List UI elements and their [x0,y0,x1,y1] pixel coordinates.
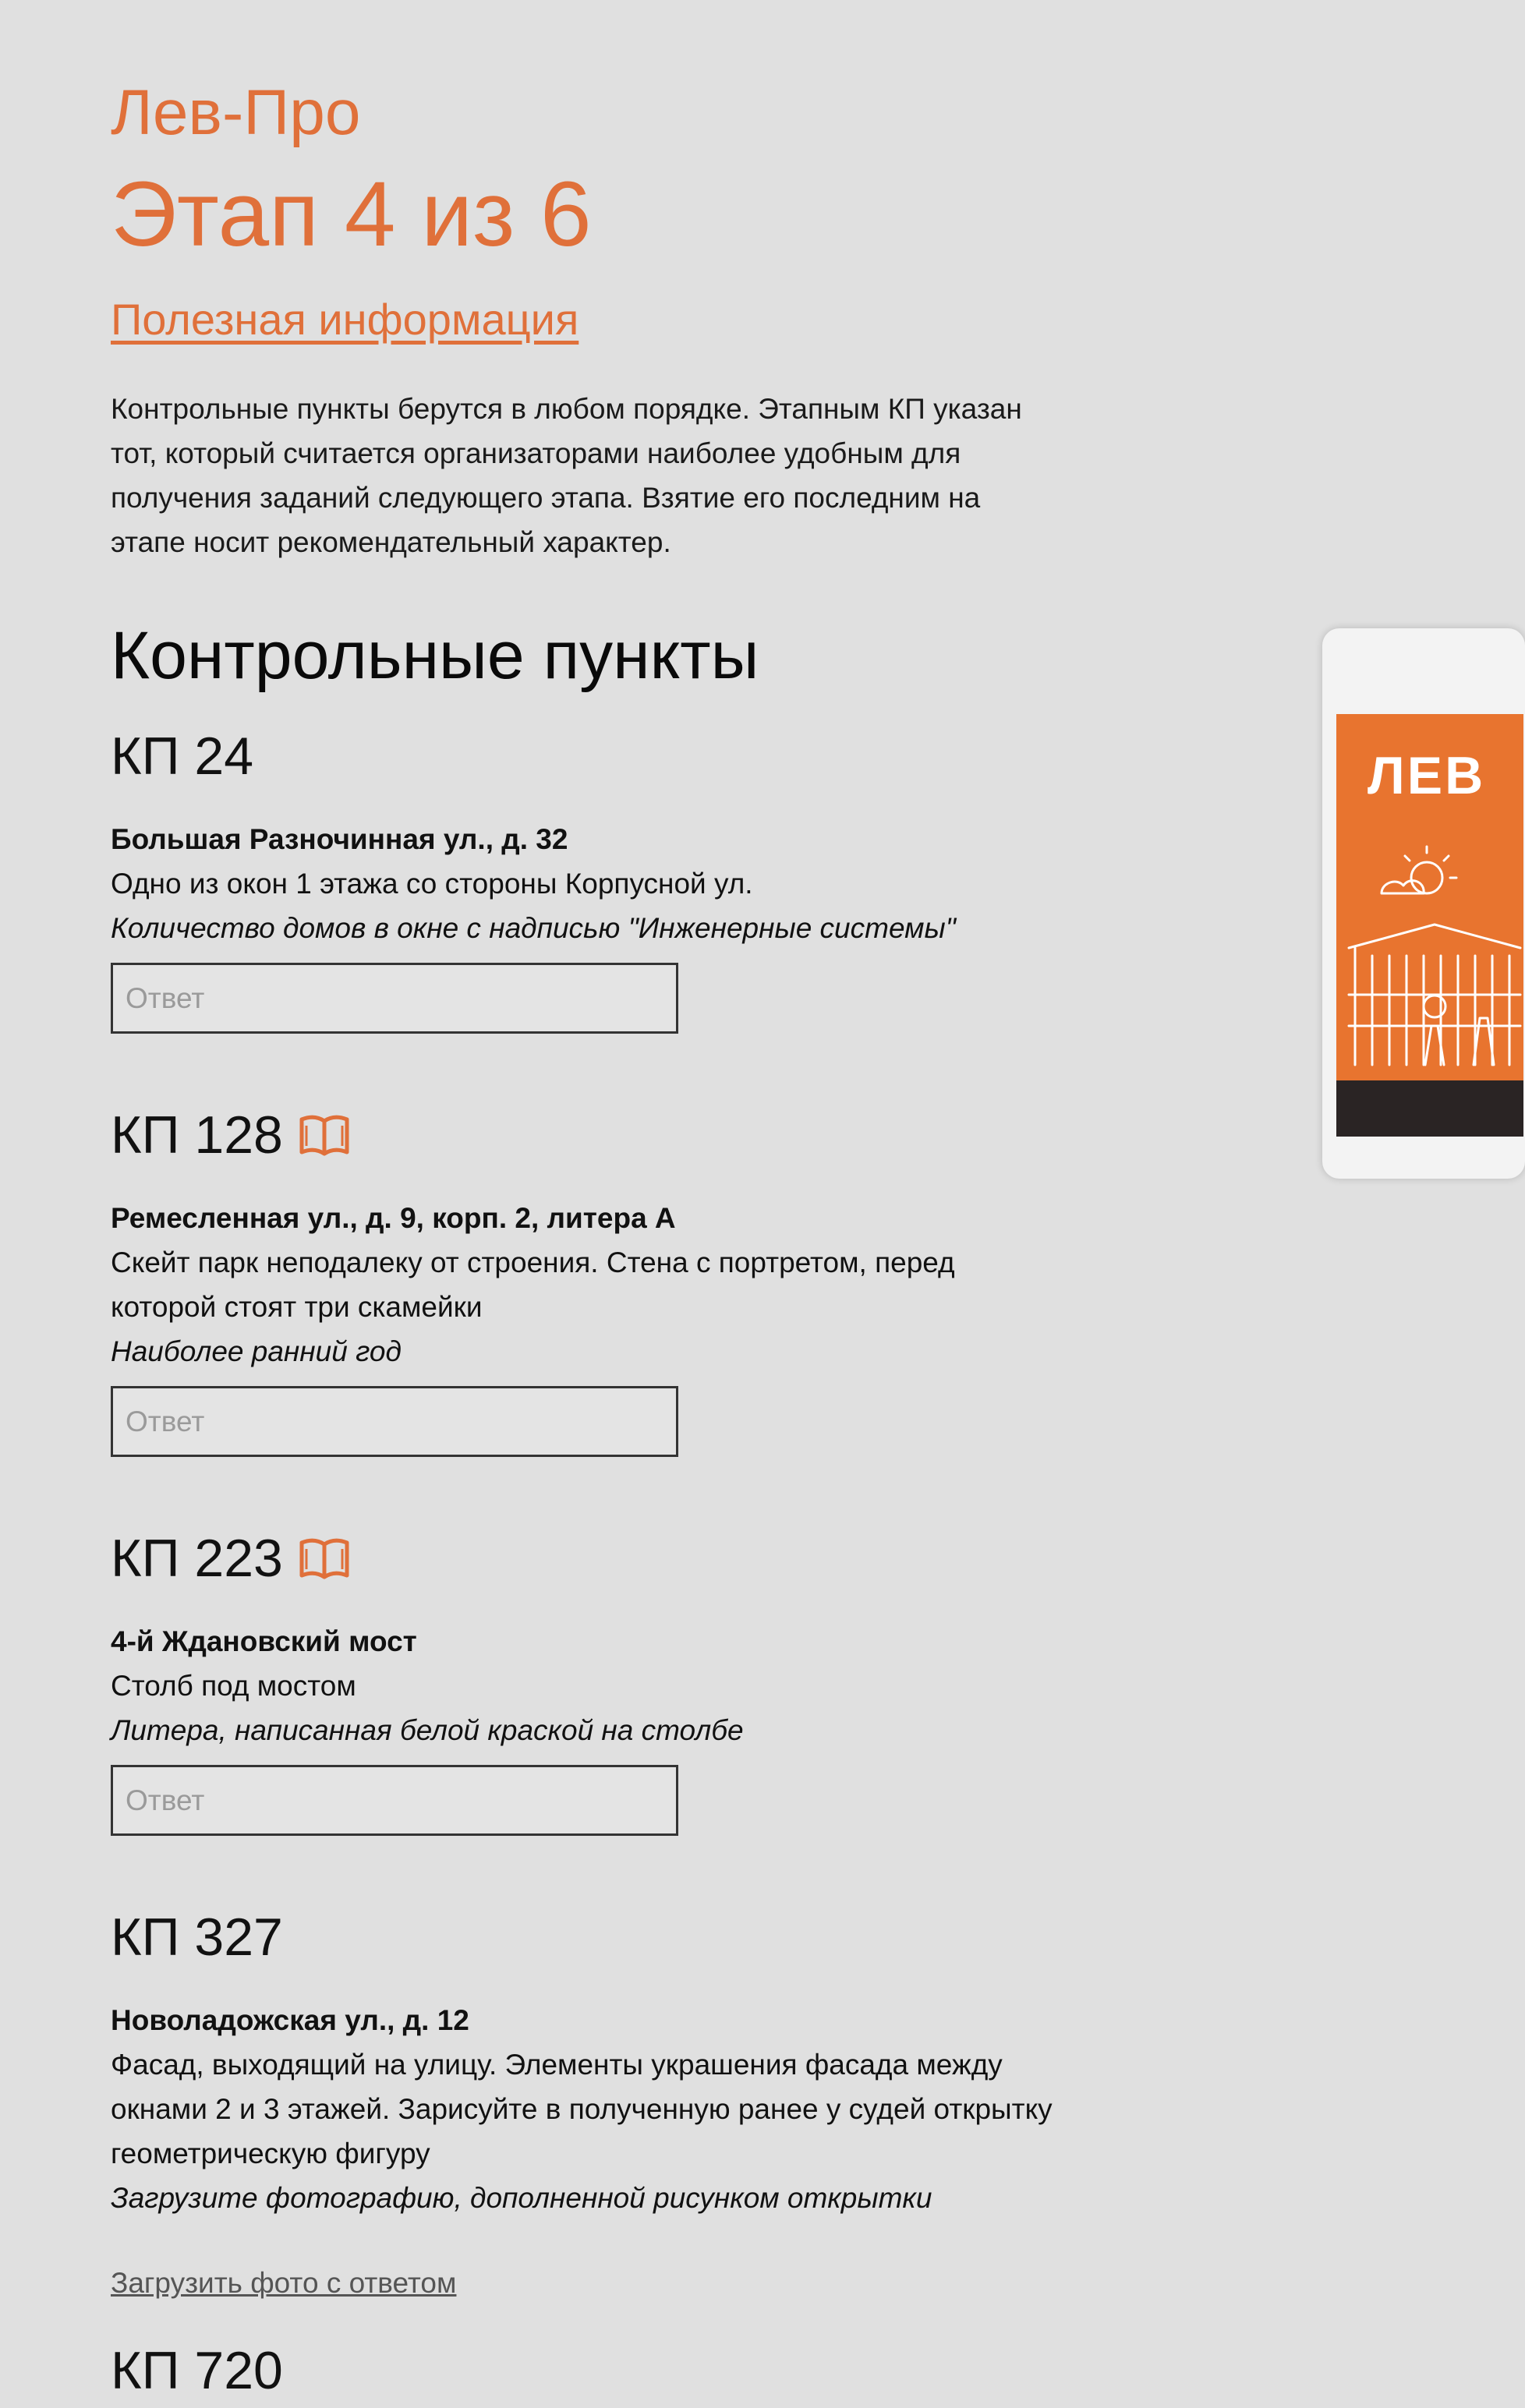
checkpoint-title [111,1521,1046,1596]
main-content [111,70,1053,2408]
checkpoint-card [111,1900,1053,2305]
checkpoint-description: Одно из окон 1 этажа со стороны Корпусной ул. [111,868,753,900]
game-title: Лев-Про [111,77,361,148]
checkpoint-description: Столб под мостом [111,1670,356,1702]
checkpoint-card [111,1098,1046,1457]
checkpoint-question: Количество домов в окне с надписью "Инженерные системы" [111,912,956,944]
answer-input[interactable] [111,963,678,1034]
intro-text: Контрольные пункты берутся в любом порядке. Этапным КП указан тот, который считается организаторами наиболее удобным для получения заданий следующего этапа. Взятие его последним на этапе носит рекомендательный характер. [111,393,1022,558]
side-card[interactable] [1322,628,1525,1179]
checkpoint-question: Литера, написанная белой краской на столбе [111,1714,744,1746]
side-card-banner [1336,714,1523,1080]
checkpoint-question: Загрузите фотографию, дополненной рисунком открытки [111,2182,932,2214]
checkpoint-title-text: КП 128 [111,1105,283,1165]
upload-photo-link[interactable]: Загрузить фото с ответом [111,2267,457,2299]
checkpoint-title-partial: КП 720 [111,2341,283,2400]
checkpoint-title-text: КП 327 [111,1908,283,1967]
checkpoint-title-text: КП 24 [111,727,254,786]
checkpoint-address: 4-й Ждановский мост [111,1625,417,1657]
checkpoint-description: Скейт парк неподалеку от строения. Стена с портретом, перед которой стоят три скамейки [111,1246,955,1323]
book-icon[interactable] [299,1113,350,1157]
section-title: Контрольные пункты [111,618,759,693]
city-illustration-icon [1341,839,1520,1073]
answer-input[interactable] [111,1765,678,1836]
checkpoint-address: Новоладожская ул., д. 12 [111,2004,469,2036]
checkpoint-card [111,719,1046,1034]
stage-title: Этап 4 из 6 [111,163,592,266]
checkpoint-title [111,719,1046,794]
checkpoint-title-text: КП 223 [111,1529,283,1588]
answer-input[interactable] [111,1386,678,1457]
useful-info-link[interactable]: Полезная информация [111,295,579,344]
side-card-footer [1336,1080,1523,1137]
checkpoint-title [111,1098,1046,1172]
checkpoint-title [111,1900,1046,1975]
checkpoint-address: Большая Разночинная ул., д. 32 [111,823,568,855]
checkpoint-address: Ремесленная ул., д. 9, корп. 2, литера А [111,1202,676,1234]
side-card-label: ЛЕВ [1368,746,1486,805]
checkpoint-card [111,1521,1046,1836]
checkpoint-description: Фасад, выходящий на улицу. Элементы украшения фасада между окнами 2 и 3 этажей. Зарисуйте в полученную ранее у судей открытку геометрическую фигуру [111,2049,1053,2169]
checkpoint-question: Наиболее ранний год [111,1335,402,1367]
book-icon[interactable] [299,1536,350,1580]
